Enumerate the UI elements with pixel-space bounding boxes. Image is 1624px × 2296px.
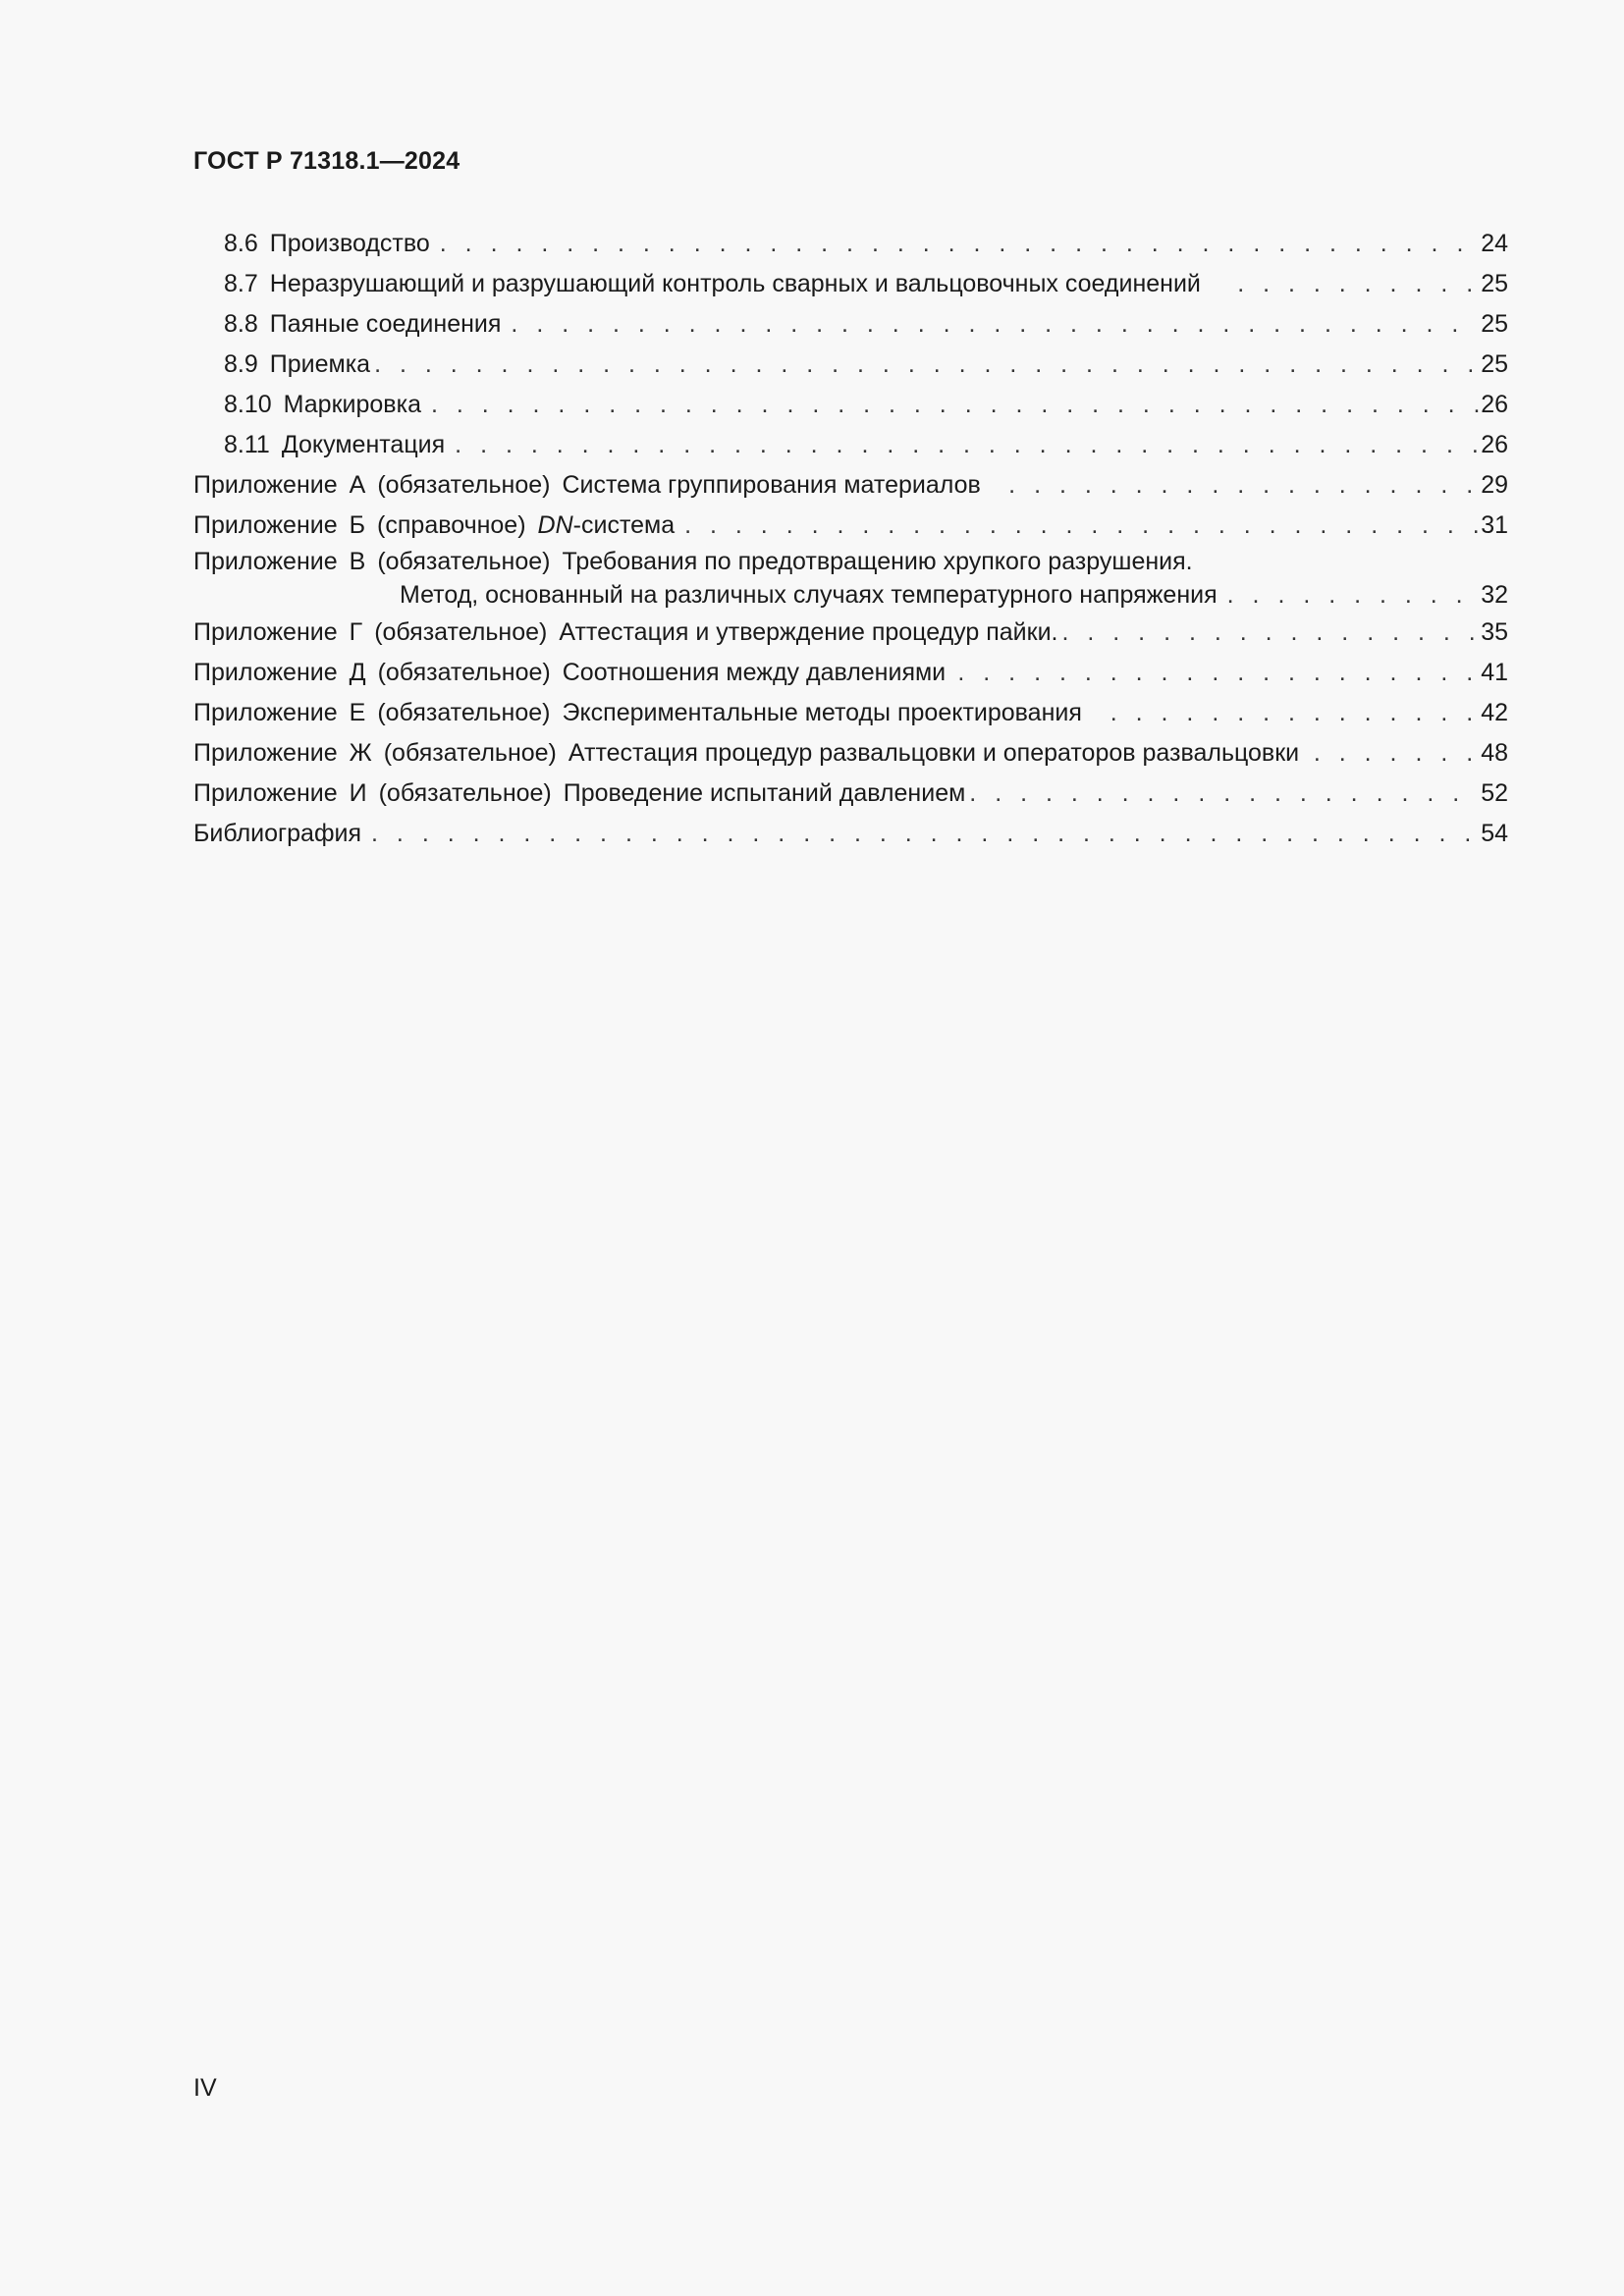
appendix-label: Приложение: [193, 618, 338, 646]
toc-entry-title-line2: Метод, основанный на различных случаях температурного напряжения: [400, 581, 1218, 609]
toc-entry-page: 26: [1481, 391, 1508, 418]
toc-entry-page: 25: [1481, 350, 1508, 378]
appendix-label: Приложение: [193, 471, 338, 499]
appendix-status: (обязательное): [378, 779, 552, 807]
dot-leader: [1096, 693, 1479, 733]
dot-leader: [1220, 264, 1479, 304]
dot-leader: [511, 304, 1479, 345]
toc-entry-appendix-i[interactable]: [193, 774, 1508, 814]
appendix-status: (обязательное): [377, 548, 551, 575]
appendix-status: (обязательное): [377, 659, 551, 686]
table-of-contents: [193, 224, 1508, 854]
page-number: IV: [193, 2074, 217, 2102]
appendix-letter: В: [349, 548, 366, 575]
toc-entry-number: 8.7: [224, 270, 258, 297]
dot-leader: [374, 345, 1479, 385]
toc-entry-8-8[interactable]: [193, 304, 1508, 345]
toc-entry-title: Экспериментальные методы проектирования: [562, 699, 1082, 726]
appendix-status: (обязательное): [377, 471, 551, 499]
toc-entry-page: 32: [1481, 581, 1508, 609]
toc-entry-number: 8.11: [224, 431, 270, 458]
appendix-letter: Ж: [349, 739, 372, 767]
toc-entry-page: 31: [1481, 511, 1508, 539]
appendix-label: Приложение: [193, 548, 338, 575]
toc-entry-title-line1: Требования по предотвращению хрупкого разрушения.: [562, 548, 1193, 575]
toc-entry-8-10[interactable]: [193, 385, 1508, 425]
appendix-letter: Г: [349, 618, 363, 646]
toc-entry-title: Соотношения между давлениями: [562, 659, 947, 686]
dot-leader: [440, 224, 1479, 264]
toc-entry-page: 54: [1481, 820, 1508, 847]
dot-leader: [455, 425, 1479, 465]
appendix-label: Приложение: [193, 739, 338, 767]
appendix-status: (справочное): [377, 511, 526, 539]
toc-entry-title: Маркировка: [283, 391, 421, 418]
toc-entry-title: -система: [572, 511, 676, 539]
toc-entry-number: 8.9: [224, 350, 258, 378]
dot-leader: [959, 653, 1479, 693]
toc-entry-appendix-zh[interactable]: [193, 733, 1508, 774]
appendix-label: Приложение: [193, 699, 338, 726]
toc-entry-appendix-v[interactable]: [193, 546, 1508, 613]
dot-leader: [1313, 733, 1479, 774]
toc-entry-title: Неразрушающий и разрушающий контроль сварных и вальцовочных соединений: [269, 270, 1201, 297]
toc-entry-page: 52: [1481, 779, 1508, 807]
appendix-status: (обязательное): [377, 699, 551, 726]
toc-entry-title: Система группирования материалов: [562, 471, 981, 499]
dot-leader: [1001, 465, 1479, 506]
appendix-letter: Д: [349, 659, 366, 686]
toc-entry-number: 8.8: [224, 310, 258, 338]
toc-entry-title: Проведение испытаний давлением: [563, 779, 966, 807]
appendix-status: (обязательное): [383, 739, 557, 767]
toc-entry-8-6[interactable]: [193, 224, 1508, 264]
toc-entry-page: 35: [1481, 618, 1508, 646]
appendix-label: Приложение: [193, 659, 338, 686]
dot-leader: [371, 814, 1479, 854]
toc-entry-page: 25: [1481, 270, 1508, 297]
toc-entry-title: Производство: [269, 230, 430, 257]
toc-entry-page: 25: [1481, 310, 1508, 338]
dot-leader: [431, 385, 1479, 425]
dot-leader: [969, 774, 1479, 814]
toc-entry-appendix-g[interactable]: [193, 613, 1508, 653]
appendix-letter: Б: [349, 511, 366, 539]
dot-leader: [1227, 578, 1480, 613]
toc-appendix-heading: [193, 653, 946, 693]
toc-appendix-heading: [193, 465, 981, 506]
toc-entry-number: 8.10: [224, 391, 272, 418]
toc-entry-title: Библиография: [193, 820, 362, 847]
toc-entry-page: 26: [1481, 431, 1508, 458]
appendix-letter: И: [349, 779, 367, 807]
dot-leader: [1062, 613, 1480, 653]
toc-appendix-heading: [193, 693, 1082, 733]
toc-entry-appendix-b[interactable]: [193, 506, 1508, 546]
toc-entry-page: 41: [1481, 659, 1508, 686]
document-code: ГОСТ Р 71318.1—2024: [193, 147, 460, 175]
toc-entry-title: Приемка: [269, 350, 371, 378]
toc-appendix-heading: [193, 733, 1299, 774]
toc-entry-title: Аттестация и утверждение процедур пайки.: [559, 618, 1058, 646]
toc-appendix-heading: [193, 774, 965, 814]
toc-entry-8-9[interactable]: [193, 345, 1508, 385]
dot-leader: [684, 506, 1479, 546]
toc-entry-page: 48: [1481, 739, 1508, 767]
toc-entry-appendix-a[interactable]: [193, 465, 1508, 506]
appendix-label: Приложение: [193, 779, 338, 807]
toc-appendix-heading: [193, 546, 1508, 578]
toc-entry-title: Паяные соединения: [269, 310, 502, 338]
toc-entry-page: 24: [1481, 230, 1508, 257]
toc-entry-appendix-e[interactable]: [193, 693, 1508, 733]
toc-entry-title: Аттестация процедур развальцовки и операторов развальцовки: [568, 739, 1300, 767]
appendix-label: Приложение: [193, 511, 338, 539]
appendix-status: (обязательное): [374, 618, 548, 646]
toc-entry-bibliography[interactable]: [193, 814, 1508, 854]
appendix-letter: Е: [349, 699, 366, 726]
toc-entry-appendix-d[interactable]: [193, 653, 1508, 693]
toc-entry-8-11[interactable]: [193, 425, 1508, 465]
toc-entry-title: Документация: [281, 431, 446, 458]
toc-entry-title-italic: DN: [537, 511, 573, 539]
toc-appendix-heading: [193, 506, 675, 546]
toc-entry-8-7[interactable]: [193, 264, 1508, 304]
toc-entry-number: 8.6: [224, 230, 258, 257]
toc-entry-page: 42: [1481, 699, 1508, 726]
appendix-letter: А: [349, 471, 366, 499]
toc-appendix-heading: [193, 613, 1058, 653]
toc-entry-page: 29: [1481, 471, 1508, 499]
